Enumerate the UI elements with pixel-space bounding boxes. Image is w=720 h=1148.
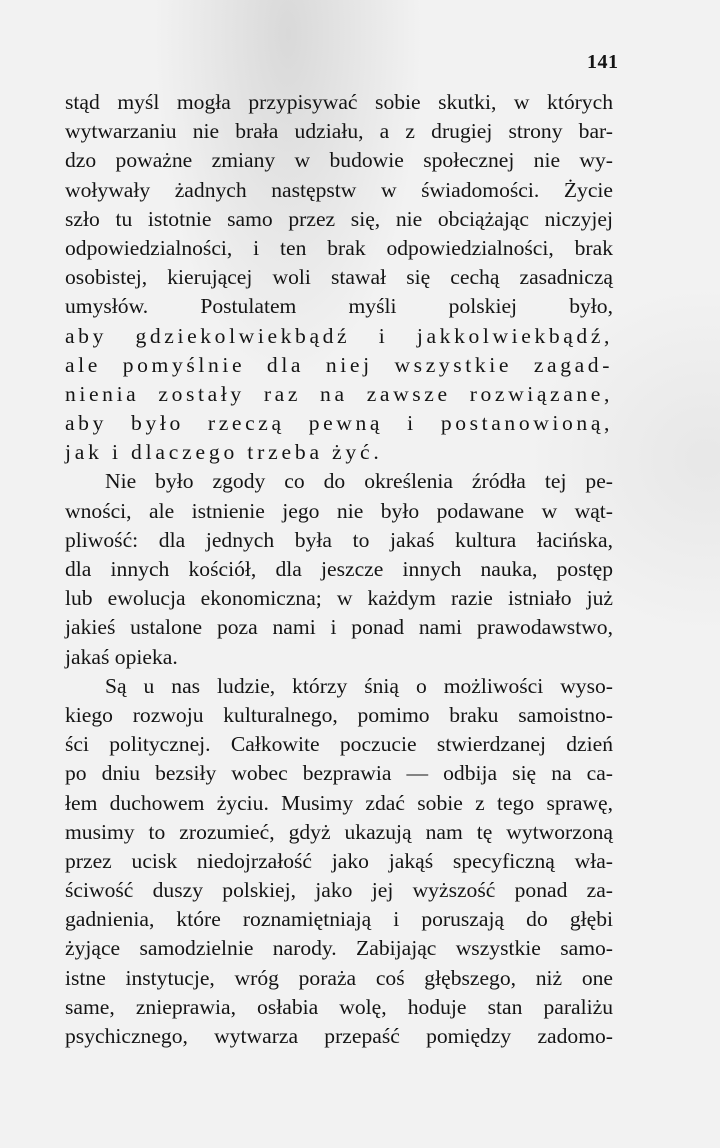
text-line: dla innych kościół, dla jeszcze innych nauka, postęp: [65, 557, 613, 581]
text-line: po dniu bezsiły wobec bezprawia — odbija się na ca-: [65, 761, 613, 786]
text-line: przez ucisk niedojrzałość jako jakąś specyficzną wła-: [65, 848, 613, 873]
text-line: dzo poważne zmiany w budowie społecznej nie wy-: [65, 148, 613, 173]
body-text: [65, 88, 613, 1051]
text-line: same, znieprawia, osłabia wolę, hoduje stan paraliżu: [65, 994, 613, 1019]
paragraph: [65, 88, 613, 467]
text-line: gadnienia, które roznamiętniają i poruszają do głębi: [65, 907, 613, 932]
text-line: jakieś ustalone poza nami i ponad nami prawodawstwo,: [65, 615, 613, 640]
text-line: istne instytucje, wróg poraża coś głębszego, niż one: [65, 965, 613, 990]
text-line: jak i dlaczego trzeba żyć.: [65, 440, 383, 465]
text-line: ale pomyślnie dla niej wszystkie zagad-: [65, 352, 613, 377]
text-line: odpowiedzialności, i ten brak odpowiedzialności, brak: [65, 235, 613, 260]
text-line: żyjące samodzielnie narody. Zabijając wszystkie samo-: [65, 936, 613, 961]
text-line: osobistej, kierującej woli stawał się cechą zasadniczą: [65, 265, 613, 290]
text-line: kiego rozwoju kulturalnego, pomimo braku samoistno-: [65, 702, 613, 727]
text-line: szło tu istotnie samo przez się, nie obciążając niczyjej: [65, 206, 613, 231]
text-line: wytwarzaniu nie brała udziału, a z drugiej strony bar-: [65, 119, 613, 144]
text-line: ści politycznej. Całkowite poczucie stwierdzanej dzień: [65, 732, 613, 757]
text-line: aby gdziekolwiekbądź i jakkolwiekbądź,: [65, 323, 613, 348]
text-line: lub ewolucja ekonomiczna; w każdym razie istniało już: [65, 586, 613, 611]
text-line: wności, ale istnienie jego nie było podawane w wąt-: [65, 498, 613, 523]
text-line: Są u nas ludzie, którzy śnią o możliwości wyso-: [105, 673, 613, 698]
text-line: łem duchowem życiu. Musimy zdać sobie z tego sprawę,: [65, 790, 613, 815]
text-line: woływały żadnych następstw w świadomości. Życie: [65, 177, 613, 202]
text-line: pliwość: dla jednych była to jakaś kultura łacińska,: [65, 527, 613, 552]
text-line: jakaś opieka.: [65, 644, 178, 669]
text-line: Nie było zgody co do określenia źródła tej pe-: [105, 469, 613, 494]
text-line: stąd myśl mogła przypisywać sobie skutki, w których: [65, 90, 613, 114]
paragraph: [65, 672, 613, 1051]
text-line: musimy to zrozumieć, gdyż ukazują nam tę wytworzoną: [65, 819, 613, 844]
text-line: psychicznego, wytwarza przepaść pomiędzy zadomo-: [65, 1024, 613, 1048]
text-line: aby było rzeczą pewną i postanowioną,: [65, 411, 613, 436]
page-number: 141: [587, 51, 619, 73]
text-line: nienia zostały raz na zawsze rozwiązane,: [65, 381, 613, 406]
text-line: umysłów. Postulatem myśli polskiej było,: [65, 294, 613, 319]
paragraph: [65, 467, 613, 671]
text-line: ściwość duszy polskiej, jako jej wyższość ponad za-: [65, 878, 613, 903]
